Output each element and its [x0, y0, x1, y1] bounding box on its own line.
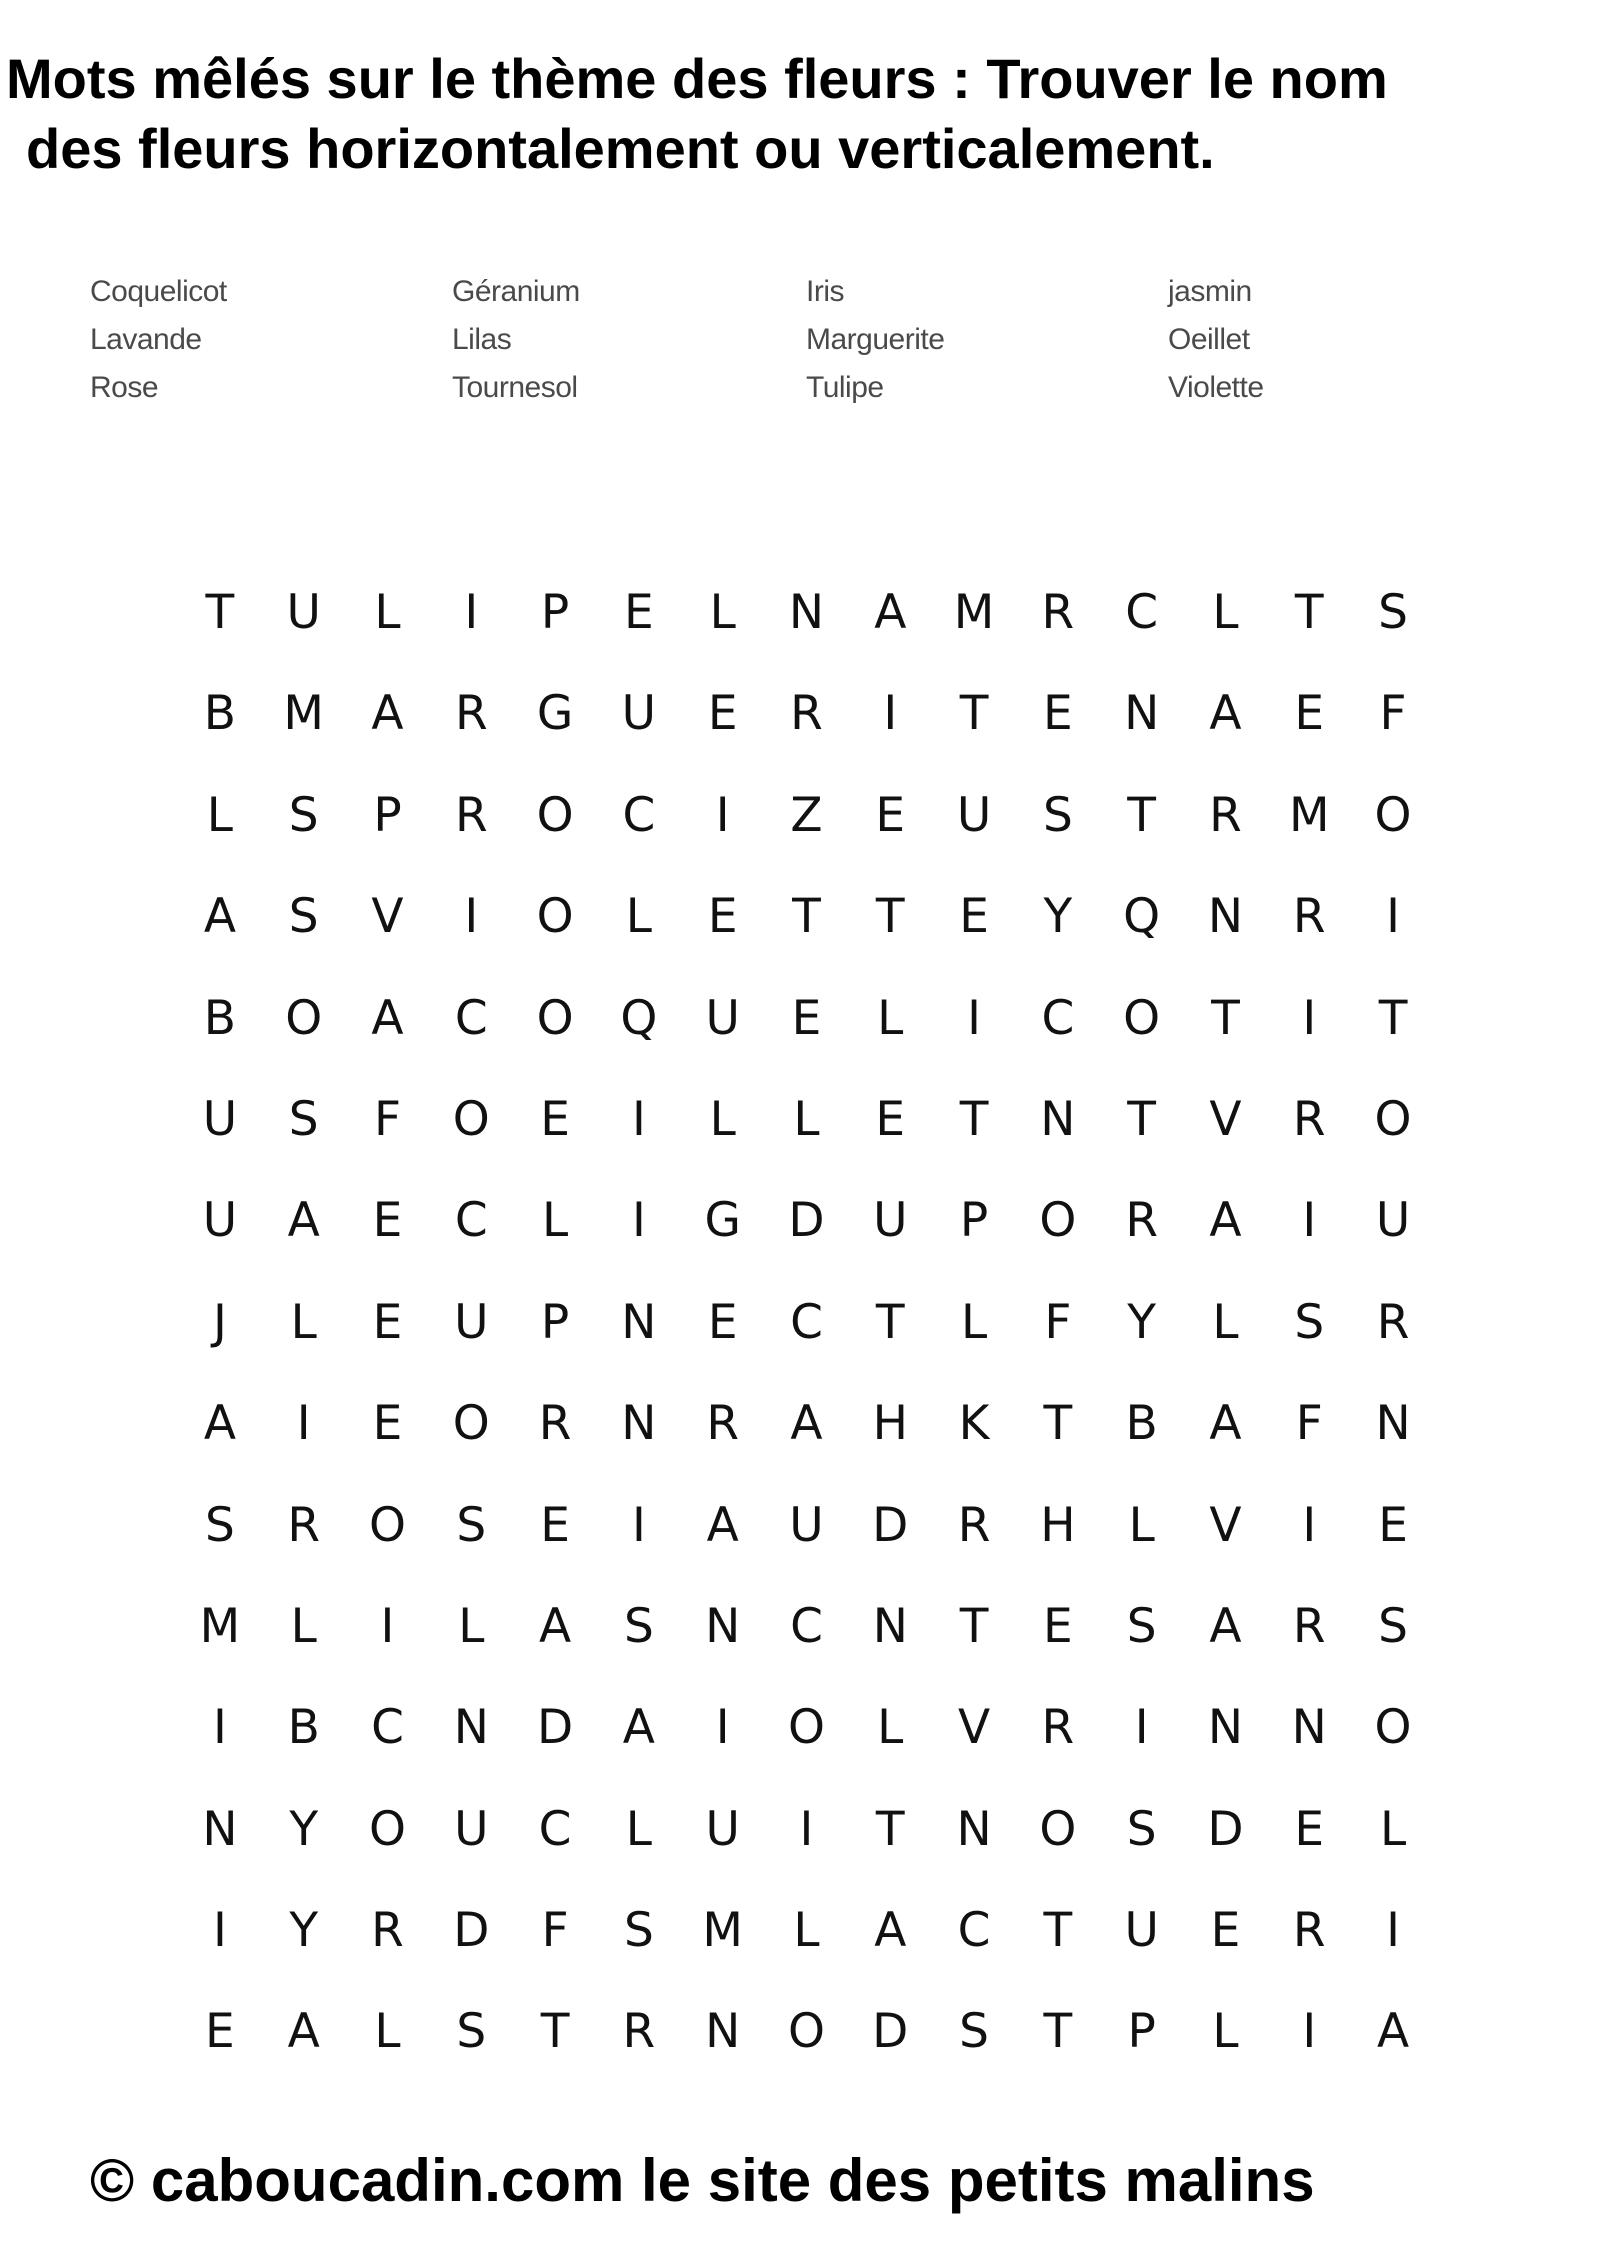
- grid-letter: S: [456, 2004, 487, 2060]
- grid-letter: V: [957, 1700, 991, 1756]
- grid-letter: A: [790, 1396, 823, 1452]
- grid-letter: T: [875, 889, 905, 945]
- grid-letter: I: [1302, 990, 1317, 1046]
- grid-letter: V: [1209, 1091, 1242, 1147]
- grid-letter: J: [212, 1294, 227, 1350]
- grid-letter: M: [702, 1903, 743, 1959]
- grid-letter: I: [464, 585, 479, 640]
- grid-letter: A: [287, 2004, 320, 2060]
- grid-letter: H: [1040, 1497, 1076, 1553]
- grid-letter: O: [536, 889, 574, 945]
- grid-letter: K: [958, 1396, 990, 1452]
- grid-letter: T: [1211, 990, 1240, 1046]
- grid-letter: E: [1043, 1598, 1073, 1654]
- grid-letter: A: [1209, 1193, 1242, 1249]
- grid-letter: S: [456, 1497, 487, 1553]
- grid-letter: O: [1123, 990, 1161, 1046]
- grid-letter: L: [1212, 585, 1239, 640]
- grid-letter: L: [709, 585, 736, 640]
- grid-letter: T: [875, 1801, 905, 1857]
- grid-letter: P: [373, 787, 402, 843]
- grid-letter: S: [288, 1091, 319, 1147]
- grid-letter: A: [1376, 2004, 1410, 2060]
- grid-letter: M: [1288, 787, 1330, 843]
- grid-letter: T: [1043, 1903, 1073, 1959]
- grid-letter: N: [1291, 1700, 1327, 1756]
- grid-letter: O: [368, 1801, 406, 1857]
- letter-grid: [178, 578, 1435, 2099]
- grid-letter: N: [621, 1294, 657, 1350]
- grid-letter: A: [1209, 1598, 1242, 1654]
- grid-letter: R: [1292, 1091, 1326, 1147]
- grid-letter: G: [704, 1193, 741, 1249]
- grid-letter: L: [1212, 1294, 1239, 1350]
- grid-letter: I: [1386, 889, 1400, 945]
- word-list-item: Iris: [806, 275, 844, 308]
- word-list-item: Coquelicot: [90, 275, 227, 308]
- grid-letter: L: [374, 585, 401, 640]
- grid-letter: L: [625, 889, 652, 945]
- grid-letter: S: [1378, 1598, 1408, 1654]
- grid-letter: A: [874, 1903, 907, 1959]
- grid-letter: A: [622, 1700, 655, 1756]
- grid-letter: R: [538, 1396, 572, 1452]
- grid-letter: B: [203, 686, 237, 742]
- grid-letter: D: [536, 1700, 574, 1756]
- grid-letter: N: [1207, 1700, 1244, 1756]
- grid-letter: E: [1043, 686, 1073, 742]
- grid-letter: L: [793, 1091, 820, 1147]
- grid-letter: M: [953, 585, 995, 640]
- grid-letter: A: [706, 1497, 739, 1553]
- grid-letter: E: [540, 1091, 570, 1147]
- footer-copyright: © caboucadin.com le site des petits malins: [90, 2147, 1315, 2214]
- grid-letter: S: [959, 2004, 989, 2060]
- grid-letter: E: [875, 1091, 906, 1147]
- grid-letter: C: [371, 1700, 404, 1756]
- grid-letter: I: [631, 1193, 646, 1249]
- grid-letter: L: [793, 1903, 820, 1959]
- grid-letter: T: [1378, 990, 1408, 1046]
- grid-letter: T: [959, 686, 989, 742]
- grid-letter: L: [458, 1598, 485, 1654]
- grid-letter: N: [956, 1801, 992, 1857]
- word-list-item: Rose: [90, 371, 159, 404]
- grid-letter: I: [1302, 2004, 1317, 2060]
- grid-letter: B: [1125, 1396, 1158, 1452]
- grid-letter: E: [1378, 1497, 1408, 1553]
- grid-letter: L: [290, 1294, 317, 1350]
- grid-letter: I: [715, 787, 730, 843]
- grid-letter: S: [288, 889, 319, 945]
- grid-letter: I: [1302, 1193, 1317, 1249]
- grid-letter: N: [621, 1396, 657, 1452]
- grid-letter: T: [875, 1294, 905, 1350]
- grid-letter: L: [206, 787, 233, 843]
- grid-letter: O: [285, 990, 323, 1046]
- grid-letter: E: [959, 889, 989, 945]
- grid-letter: E: [1294, 686, 1325, 742]
- grid-letter: T: [959, 1598, 989, 1654]
- grid-letter: C: [957, 1903, 991, 1959]
- grid-letter: O: [452, 1091, 490, 1147]
- word-list-item: Tulipe: [806, 371, 884, 404]
- grid-letter: O: [787, 2004, 825, 2060]
- grid-letter: R: [454, 787, 488, 843]
- word-list-item: Lavande: [90, 323, 202, 356]
- grid-letter: I: [967, 990, 981, 1046]
- grid-letter: N: [1040, 1091, 1076, 1147]
- grid-letter: S: [1126, 1598, 1157, 1654]
- grid-letter: I: [296, 1396, 311, 1452]
- grid-letter: R: [1292, 1903, 1326, 1959]
- grid-letter: R: [1041, 1700, 1075, 1756]
- grid-letter: I: [715, 1700, 730, 1756]
- grid-letter: C: [1125, 585, 1159, 640]
- title-line-2: des fleurs horizontalement ou verticalement.: [26, 117, 1215, 180]
- grid-letter: D: [872, 1497, 909, 1553]
- grid-letter: E: [707, 889, 738, 945]
- grid-letter: S: [1378, 585, 1408, 640]
- grid-letter: I: [464, 889, 479, 945]
- grid-letter: U: [956, 787, 992, 843]
- grid-letter: T: [1127, 1091, 1157, 1147]
- grid-letter: C: [790, 1294, 823, 1350]
- grid-letter: R: [957, 1497, 991, 1553]
- word-list-item: jasmin: [1168, 275, 1252, 308]
- grid-letter: N: [705, 2004, 741, 2060]
- grid-letter: C: [1041, 990, 1075, 1046]
- word-list-item: Géranium: [452, 275, 580, 308]
- grid-letter: T: [1127, 787, 1157, 843]
- grid-letter: I: [631, 1091, 646, 1147]
- grid-letter: Q: [1123, 889, 1161, 945]
- grid-letter: S: [1042, 787, 1073, 843]
- grid-letter: A: [371, 990, 404, 1046]
- grid-letter: P: [540, 585, 570, 640]
- grid-letter: O: [1374, 1700, 1412, 1756]
- grid-letter: T: [1043, 2004, 1073, 2060]
- grid-letter: T: [1294, 585, 1324, 640]
- grid-letter: N: [1207, 889, 1244, 945]
- grid-letter: E: [372, 1294, 403, 1350]
- grid-letter: A: [203, 1396, 236, 1452]
- grid-letter: H: [872, 1396, 908, 1452]
- grid-letter: U: [202, 1193, 238, 1249]
- grid-letter: E: [372, 1396, 403, 1452]
- grid-letter: R: [1209, 787, 1242, 843]
- grid-letter: C: [538, 1801, 572, 1857]
- grid-letter: A: [1209, 686, 1242, 742]
- grid-letter: M: [199, 1598, 241, 1654]
- grid-letter: N: [788, 585, 825, 640]
- grid-letter: Y: [1043, 889, 1073, 945]
- grid-letter: N: [872, 1598, 908, 1654]
- page-title: [6, 44, 1600, 184]
- grid-letter: D: [453, 1903, 490, 1959]
- grid-letter: C: [622, 787, 656, 843]
- grid-letter: R: [454, 686, 488, 742]
- grid-letter: L: [1379, 1801, 1407, 1857]
- grid-letter: R: [287, 1497, 321, 1553]
- grid-letter: S: [1294, 1294, 1325, 1350]
- grid-letter: E: [1210, 1903, 1241, 1959]
- grid-letter: I: [631, 1497, 646, 1553]
- grid-letter: S: [623, 1598, 654, 1654]
- grid-letter: R: [1125, 1193, 1158, 1249]
- grid-letter: I: [1302, 1497, 1317, 1553]
- grid-letter: A: [539, 1598, 572, 1654]
- grid-letter: L: [374, 2004, 401, 2060]
- grid-letter: U: [705, 1801, 740, 1857]
- grid-letter: E: [624, 585, 654, 640]
- grid-letter: C: [454, 990, 488, 1046]
- word-list-item: Oeillet: [1168, 323, 1250, 356]
- grid-letter: I: [380, 1598, 395, 1654]
- grid-letter: E: [707, 1294, 738, 1350]
- grid-letter: O: [1039, 1193, 1077, 1249]
- grid-letter: N: [453, 1700, 489, 1756]
- grid-letter: I: [883, 686, 898, 742]
- grid-letter: F: [1379, 686, 1407, 742]
- grid-letter: R: [1376, 1294, 1410, 1350]
- grid-letter: Z: [790, 787, 823, 843]
- grid-letter: A: [874, 585, 907, 640]
- grid-letter: E: [707, 686, 738, 742]
- word-list-item: Violette: [1168, 371, 1264, 404]
- grid-letter: R: [790, 686, 823, 742]
- grid-letter: A: [1209, 1396, 1242, 1452]
- word-list-item: Marguerite: [806, 323, 945, 356]
- grid-letter: F: [1295, 1396, 1323, 1452]
- grid-letter: T: [540, 2004, 570, 2060]
- grid-letter: E: [791, 990, 822, 1046]
- grid-letter: U: [454, 1294, 489, 1350]
- grid-letter: O: [1374, 787, 1412, 843]
- grid-letter: P: [540, 1294, 570, 1350]
- grid-letter: R: [706, 1396, 740, 1452]
- grid-letter: U: [705, 990, 740, 1046]
- grid-letter: E: [540, 1497, 570, 1553]
- grid-letter: M: [283, 686, 324, 742]
- grid-letter: O: [1039, 1801, 1077, 1857]
- grid-letter: Y: [289, 1903, 319, 1959]
- grid-letter: V: [1209, 1497, 1242, 1553]
- grid-letter: N: [705, 1598, 741, 1654]
- grid-letter: I: [1386, 1903, 1400, 1959]
- grid-letter: N: [202, 1801, 238, 1857]
- grid-letter: E: [372, 1193, 403, 1249]
- grid-letter: U: [1375, 1193, 1411, 1249]
- grid-letter: L: [1212, 2004, 1239, 2060]
- grid-letter: S: [204, 1497, 235, 1553]
- grid-letter: V: [371, 889, 404, 945]
- grid-letter: L: [709, 1091, 736, 1147]
- grid-letter: U: [286, 585, 321, 640]
- grid-letter: S: [623, 1903, 654, 1959]
- grid-letter: Y: [1127, 1294, 1157, 1350]
- grid-letter: R: [1292, 1598, 1326, 1654]
- grid-letter: I: [1134, 1700, 1149, 1756]
- grid-letter: T: [959, 1091, 989, 1147]
- grid-letter: I: [212, 1700, 227, 1756]
- grid-letter: T: [792, 889, 821, 945]
- word-list-item: Lilas: [452, 323, 512, 356]
- grid-letter: D: [1207, 1801, 1244, 1857]
- grid-letter: T: [1043, 1396, 1073, 1452]
- grid-letter: C: [790, 1598, 823, 1654]
- grid-letter: O: [368, 1497, 406, 1553]
- grid-letter: E: [875, 787, 906, 843]
- grid-letter: O: [1374, 1091, 1412, 1147]
- grid-letter: U: [454, 1801, 489, 1857]
- grid-letter: U: [1124, 1903, 1159, 1959]
- grid-letter: D: [872, 2004, 909, 2060]
- grid-letter: P: [959, 1193, 989, 1249]
- grid-letter: A: [287, 1193, 320, 1249]
- grid-letter: S: [288, 787, 319, 843]
- word-list-item: Tournesol: [452, 371, 578, 404]
- grid-letter: O: [536, 787, 574, 843]
- grid-letter: P: [1127, 2004, 1156, 2060]
- grid-letter: F: [541, 1903, 569, 1959]
- grid-letter: L: [960, 1294, 988, 1350]
- grid-letter: U: [873, 1193, 908, 1249]
- grid-letter: D: [788, 1193, 825, 1249]
- grid-letter: O: [536, 990, 574, 1046]
- grid-letter: I: [799, 1801, 814, 1857]
- word-list: [90, 268, 1468, 412]
- grid-letter: A: [371, 686, 404, 742]
- grid-letter: B: [203, 990, 237, 1046]
- grid-letter: O: [787, 1700, 825, 1756]
- grid-letter: F: [1044, 1294, 1072, 1350]
- grid-letter: S: [1126, 1801, 1157, 1857]
- grid-letter: L: [290, 1598, 317, 1654]
- grid-letter: L: [877, 990, 904, 1046]
- grid-letter: U: [789, 1497, 824, 1553]
- grid-letter: A: [203, 889, 236, 945]
- grid-letter: T: [205, 585, 235, 640]
- grid-letter: R: [1292, 889, 1326, 945]
- title-line-1: Mots mêlés sur le thème des fleurs : Trouver le nom: [6, 47, 1388, 110]
- grid-letter: E: [205, 2004, 235, 2060]
- grid-letter: L: [877, 1700, 904, 1756]
- grid-letter: U: [621, 686, 657, 742]
- grid-letter: B: [287, 1700, 320, 1756]
- grid-letter: I: [212, 1903, 227, 1959]
- grid-letter: N: [1124, 686, 1160, 742]
- grid-letter: R: [371, 1903, 404, 1959]
- grid-letter: C: [454, 1193, 488, 1249]
- grid-letter: Q: [620, 990, 658, 1046]
- grid-letter: F: [373, 1091, 402, 1147]
- grid-letter: R: [1041, 585, 1075, 640]
- grid-letter: G: [536, 686, 574, 742]
- grid-letter: E: [1294, 1801, 1325, 1857]
- grid-letter: L: [1128, 1497, 1155, 1553]
- grid-letter: L: [625, 1801, 652, 1857]
- grid-letter: Y: [289, 1801, 319, 1857]
- grid-letter: O: [452, 1396, 490, 1452]
- grid-letter: U: [202, 1091, 238, 1147]
- grid-letter: R: [622, 2004, 656, 2060]
- grid-letter: N: [1375, 1396, 1411, 1452]
- grid-letter: L: [541, 1193, 569, 1249]
